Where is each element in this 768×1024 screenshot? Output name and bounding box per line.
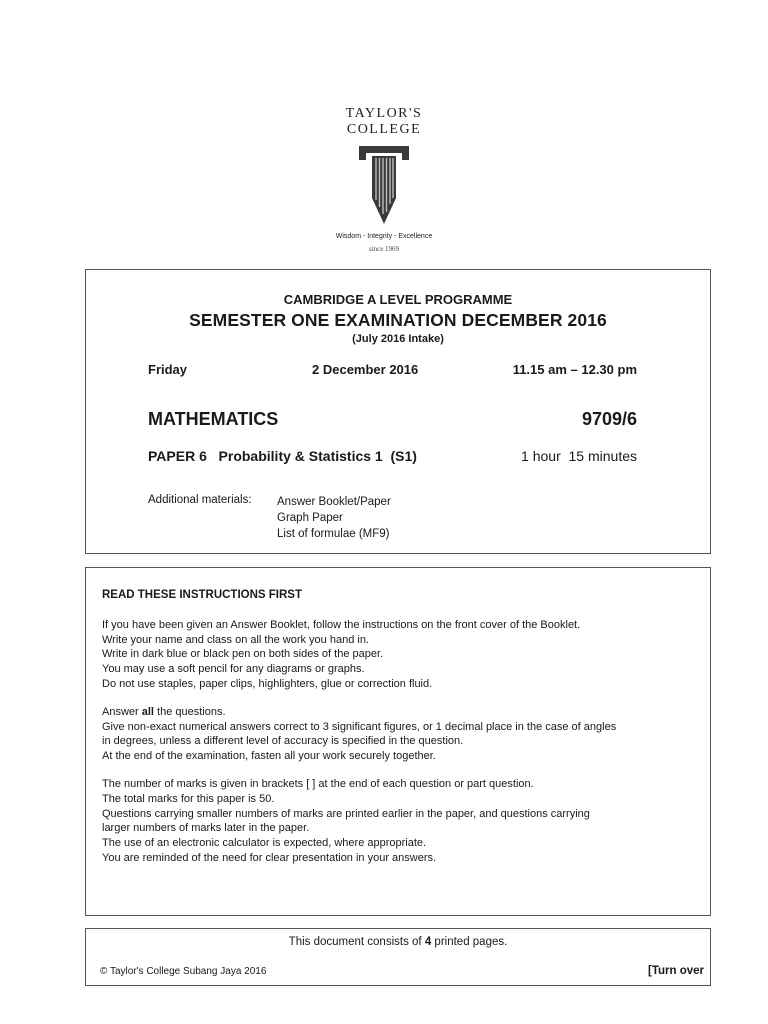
copyright-notice: © Taylor's College Subang Jaya 2016 — [100, 966, 267, 977]
instructions-paragraph-answers — [102, 705, 696, 764]
instruction-line: Give non-exact numerical answers correct to 3 significant figures, or 1 decimal place in the case of angles — [102, 720, 617, 733]
materials-item: List of formulae (MF9) — [277, 528, 390, 540]
materials-item: Answer Booklet/Paper — [277, 496, 391, 508]
instructions-box — [85, 567, 711, 916]
instruction-line: You may use a soft pencil for any diagrams or graphs. — [102, 663, 365, 676]
subject-name: MATHEMATICS — [148, 409, 279, 429]
instruction-line: in degrees, unless a different level of accuracy is specified in the question. — [102, 735, 464, 748]
answer-all-emphasis: all — [141, 705, 154, 718]
instructions-paragraph-marks — [102, 777, 696, 866]
instruction-line: The use of an electronic calculator is expected, where appropriate. — [102, 837, 427, 850]
college-logo — [0, 106, 768, 254]
paper-title — [148, 448, 417, 464]
footer-box — [85, 928, 711, 986]
instructions-paragraph-general — [102, 618, 696, 692]
pages-count: 4 — [424, 936, 432, 948]
instructions-content — [102, 588, 696, 879]
instruction-line-answer-all — [102, 705, 696, 720]
subject-code: 9709/6 — [581, 409, 637, 429]
exam-header-box — [85, 269, 711, 554]
paper-name: Probability & Statistics 1 — [218, 448, 383, 464]
instruction-line: The number of marks is given in brackets [ ] at the end of each question or part question. — [102, 777, 534, 790]
instruction-line: Write in dark blue or black pen on both sides of the paper. — [102, 648, 384, 661]
instruction-line: Questions carrying smaller numbers of marks are printed earlier in the paper, and questions carrying — [102, 807, 590, 820]
paper-number: PAPER 6 — [148, 448, 207, 464]
instruction-line: You are reminded of the need for clear presentation in your answers. — [102, 851, 437, 864]
exam-title: SEMESTER ONE EXAMINATION DECEMBER 2016 — [189, 310, 607, 330]
college-name-line2: COLLEGE — [346, 122, 422, 137]
materials-item: Graph Paper — [277, 512, 343, 524]
answer-suffix: the questions. — [153, 705, 226, 718]
exam-duration: 1 hour 15 minutes — [521, 448, 637, 464]
college-name-line1: TAYLOR'S — [345, 106, 423, 121]
college-since: since 1969 — [368, 245, 400, 253]
instruction-line: If you have been given an Answer Booklet, follow the instructions on the front cover of the Booklet. — [102, 618, 581, 631]
instruction-line: Do not use staples, paper clips, highlighters, glue or correction fluid. — [102, 677, 433, 690]
exam-date: 2 December 2016 — [312, 362, 419, 377]
pages-prefix: This document consists of — [288, 936, 425, 948]
page-count-note — [86, 936, 710, 948]
taylors-college-emblem-icon — [358, 146, 410, 226]
exam-day: Friday — [148, 362, 188, 377]
materials-label: Additional materials: — [148, 494, 252, 506]
materials-list — [277, 494, 391, 542]
pages-suffix: printed pages. — [431, 936, 508, 948]
exam-time: 11.15 am – 12.30 pm — [512, 362, 637, 377]
instruction-line: At the end of the examination, fasten all your work securely together. — [102, 750, 436, 763]
instructions-heading: READ THESE INSTRUCTIONS FIRST — [102, 589, 302, 601]
intake-note: (July 2016 Intake) — [352, 333, 444, 345]
paper-suffix: (S1) — [390, 448, 417, 464]
turn-over-label: [Turn over — [647, 965, 704, 977]
answer-prefix: Answer — [102, 705, 142, 718]
instruction-line: larger numbers of marks later in the paper. — [102, 822, 310, 835]
programme-title: CAMBRIDGE A LEVEL PROGRAMME — [283, 292, 513, 307]
instruction-line: The total marks for this paper is 50. — [102, 792, 275, 805]
college-motto: Wisdom - Integrity - Excellence — [335, 233, 433, 240]
instruction-line: Write your name and class on all the work you hand in. — [102, 633, 369, 646]
